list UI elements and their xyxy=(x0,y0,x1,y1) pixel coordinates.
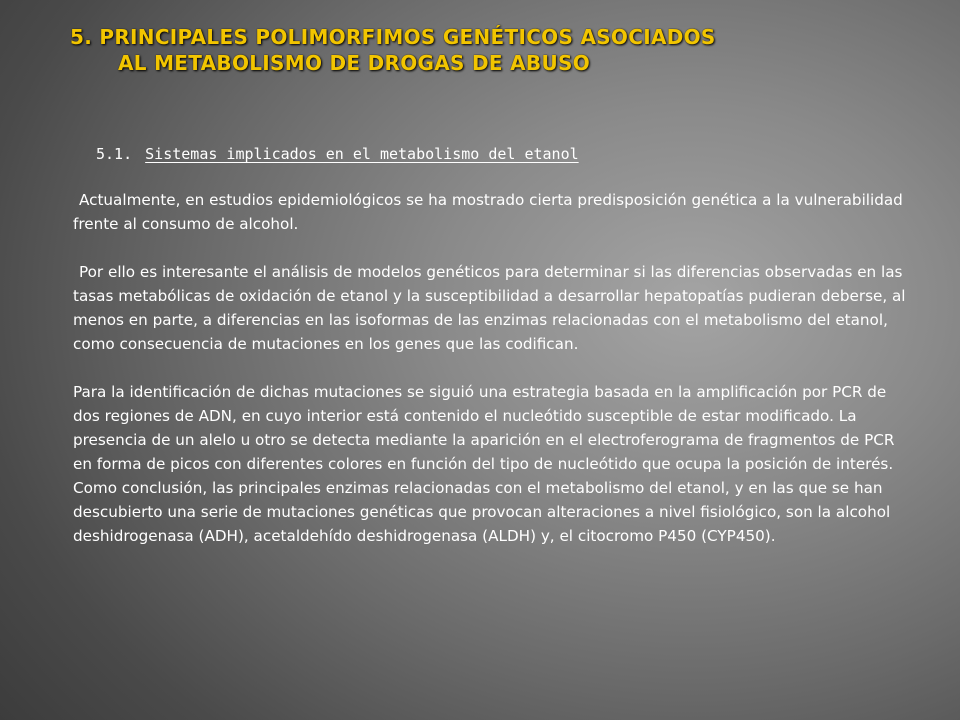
paragraph-1: Actualmente, en estudios epidemiológicos se ha mostrado cierta predisposición genética a la vulnerabilidad frente al consumo de alcohol. xyxy=(73,191,903,233)
slide-title xyxy=(70,24,930,76)
paragraph-3: Para la identificación de dichas mutaciones se siguió una estrategia basada en la amplificación por PCR de dos regiones de ADN, en cuyo interior está contenido el nucleótido susceptible de estar modificado. La presencia de un alelo u otro se detecta mediante la aparición en el electroferograma de fragmentos de PCR en forma de picos con diferentes colores en función del tipo de nucleótido que ocupa la posición de interés. Como conclusión, las principales enzimas relacionadas con el metabolismo del etanol, y en las que se han descubierto una serie de mutaciones genéticas que provocan alteraciones a nivel fisiológico, son la alcohol deshidrogenasa (ADH), acetaldehído deshidrogenasa (ALDH) y, el citocromo P450 (CYP450). xyxy=(73,383,895,545)
section-number: 5.1. xyxy=(96,145,133,163)
slide-body xyxy=(73,188,915,548)
paragraph-2: Por ello es interesante el análisis de modelos genéticos para determinar si las diferencias observadas en las tasas metabólicas de oxidación de etanol y la susceptibilidad a desarrollar hepatopatías pudieran deberse, al menos en parte, a diferencias en las isoformas de las enzimas relacionadas con el metabolismo del etanol, como consecuencia de mutaciones en los genes que las codifican. xyxy=(73,263,906,353)
title-line-1: 5. PRINCIPALES POLIMORFIMOS GENÉTICOS ASOCIADOS xyxy=(70,25,716,49)
section-heading xyxy=(96,144,579,164)
section-title: Sistemas implicados en el metabolismo del etanol xyxy=(145,145,579,163)
title-line-2: AL METABOLISMO DE DROGAS DE ABUSO xyxy=(118,51,591,75)
